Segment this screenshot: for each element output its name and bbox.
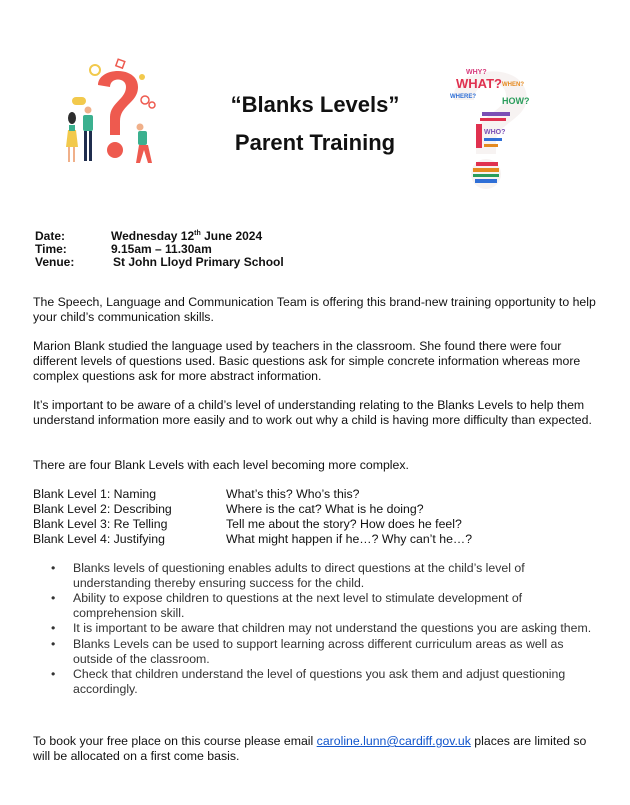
level-name: Blank Level 1: Naming bbox=[33, 487, 157, 501]
gear-icon bbox=[141, 96, 149, 104]
level-name: Blank Level 2: Describing bbox=[33, 502, 172, 516]
level-row bbox=[33, 532, 593, 547]
time-value: 9.15am – 11.30am bbox=[111, 242, 212, 256]
word-cloud-question-mark bbox=[446, 62, 536, 190]
bullet-icon: • bbox=[51, 636, 56, 651]
paragraph-intro: The Speech, Language and Communication Team is offering this brand-new training opportunity to help your child’s communication skills. bbox=[33, 295, 596, 324]
level-example: What’s this? Who’s this? bbox=[226, 487, 360, 501]
bullet-item: • Check that children understand the level of questions you ask them and adjust questioning accordingly. bbox=[51, 667, 566, 696]
level-name: Blank Level 3: Re Telling bbox=[33, 517, 168, 531]
word-how: HOW? bbox=[502, 96, 530, 106]
level-example: Where is the cat? What is he doing? bbox=[226, 502, 424, 516]
bullet-icon: • bbox=[51, 621, 56, 636]
level-row bbox=[33, 487, 593, 502]
level-example: What might happen if he…? Why can’t he…? bbox=[226, 532, 473, 546]
title-line-2: Parent Training bbox=[234, 130, 396, 155]
time-label: Time: bbox=[35, 242, 67, 256]
bullet-item: • It is important to be aware that children may not understand the questions you are asking them. bbox=[51, 621, 592, 636]
man-figure bbox=[83, 107, 93, 162]
date-label: Date: bbox=[35, 229, 66, 243]
venue-label: Venue: bbox=[35, 255, 75, 269]
bullet-item: • Ability to expose children to questions at the next level to stimulate development of comprehension skill. bbox=[51, 591, 523, 620]
title-line-1: “Blanks Levels” bbox=[230, 92, 400, 117]
word-who: WHO? bbox=[484, 129, 506, 136]
bullet-icon: • bbox=[51, 591, 56, 606]
bullet-icon: • bbox=[51, 561, 56, 575]
pushing-figure bbox=[136, 124, 152, 164]
paragraph-importance: It’s important to be aware of a child’s level of understanding relating to the Blanks Levels to help them understand information more easily and to work out why a child is having more difficulty than expected. bbox=[33, 398, 592, 427]
word-when: WHEN? bbox=[502, 82, 524, 88]
word-why: WHY? bbox=[466, 69, 487, 76]
bullet-item: • Blanks levels of questioning enables adults to direct questions at the child’s level of understanding thereby ensuring success for the child. bbox=[51, 561, 525, 590]
level-name: Blank Level 4: Justifying bbox=[33, 532, 165, 546]
booking-paragraph: To book your free place on this course please email caroline.lunn@cardiff.gov.uk places are limited so will be allocated on a first come basis. bbox=[33, 734, 587, 763]
word-where: WHERE? bbox=[450, 94, 476, 100]
level-example: Tell me about the story? How does he feel? bbox=[226, 517, 462, 531]
bullet-list bbox=[33, 561, 593, 697]
email-link[interactable]: caroline.lunn@cardiff.gov.uk bbox=[316, 734, 471, 748]
level-row bbox=[33, 502, 593, 517]
bulb-icon bbox=[139, 74, 145, 80]
people-question-mark-illustration bbox=[60, 55, 165, 170]
bullet-icon: • bbox=[51, 667, 56, 682]
level-row bbox=[33, 517, 593, 532]
woman-figure bbox=[66, 112, 78, 162]
speech-bubble-icon bbox=[72, 97, 86, 105]
paragraph-marion-blank: Marion Blank studied the language used by teachers in the classroom. She found there were four different levels of questions used. Basic questions ask for simple concrete information whereas more complex questions ask for more abstract information. bbox=[33, 339, 581, 383]
levels-table bbox=[33, 487, 593, 547]
venue-value: St John Lloyd Primary School bbox=[113, 255, 284, 269]
gem-icon bbox=[116, 59, 125, 68]
word-what: WHAT? bbox=[456, 76, 502, 91]
ring-icon bbox=[90, 65, 100, 75]
paragraph-four-levels: There are four Blank Levels with each level becoming more complex. bbox=[33, 458, 409, 472]
date-value: Wednesday 12th June 2024 bbox=[111, 229, 263, 243]
question-mark-icon bbox=[98, 71, 138, 158]
bullet-item: • Blanks Levels can be used to support learning across different curriculum areas as well as outside of the classroom. bbox=[51, 636, 564, 666]
